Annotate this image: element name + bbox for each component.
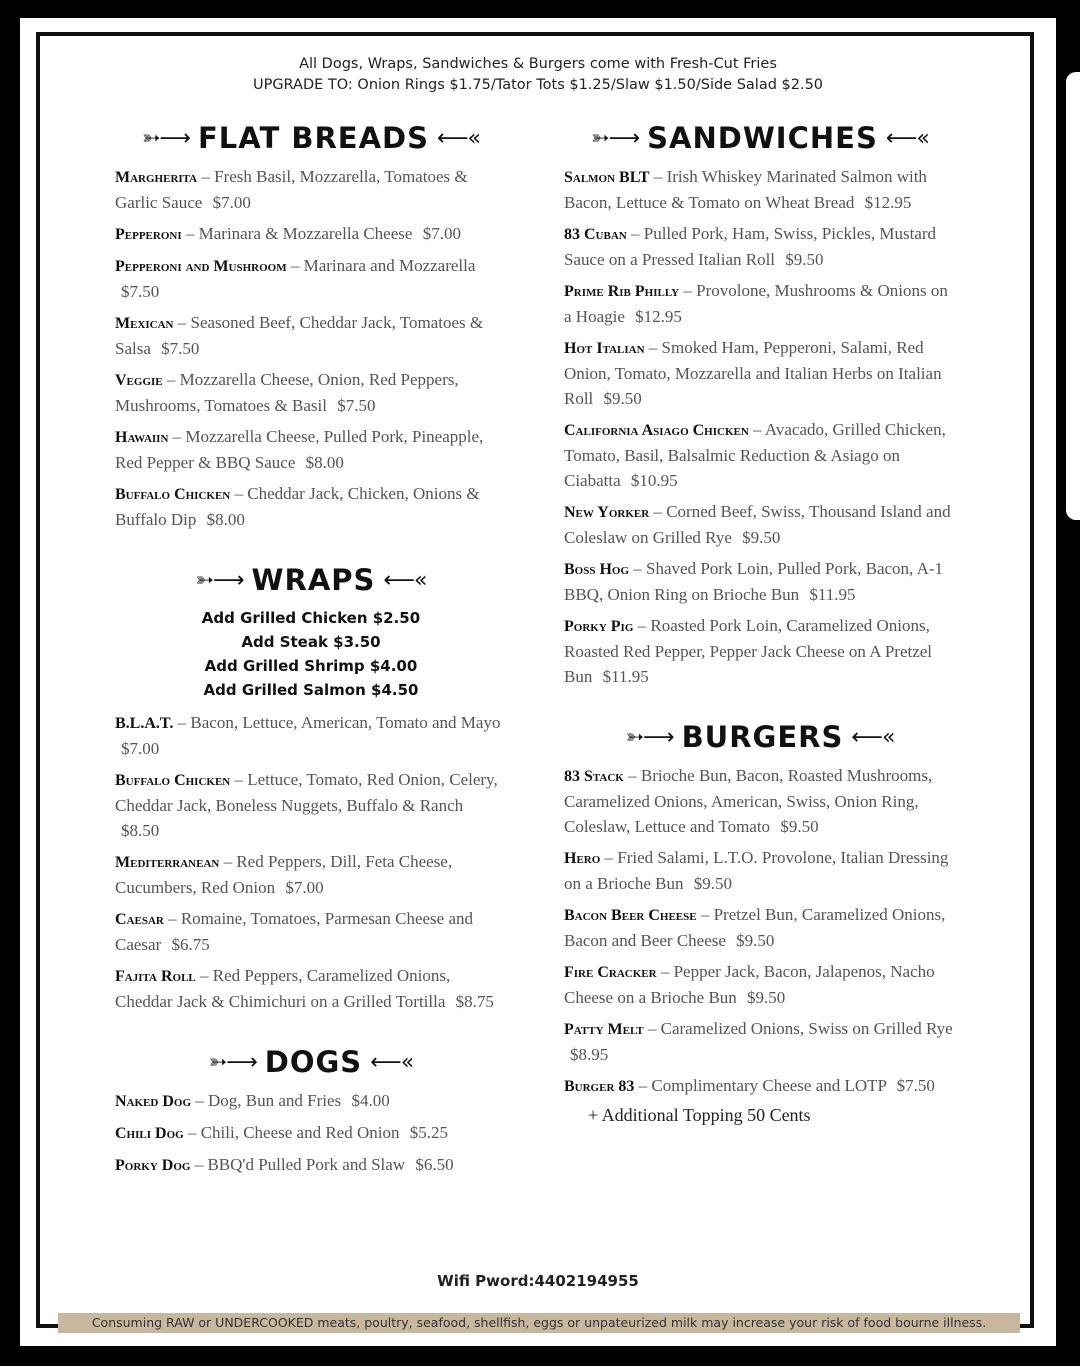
menu-item-name: Fajita Roll	[115, 968, 196, 985]
menu-item-price: $9.50	[736, 931, 775, 950]
menu-item-description: Fresh Basil, Mozzarella, Tomatoes & Garlic Sauce	[115, 167, 468, 212]
menu-item-name: Fire Cracker	[564, 964, 657, 981]
addon-item: Add Grilled Shrimp $4.00	[204, 657, 418, 675]
menu-item-description: Lettuce, Tomato, Red Onion, Celery, Cheddar Jack, Boneless Nuggets, Buffalo & Ranch	[115, 770, 498, 815]
addon-item: Add Steak $3.50	[241, 633, 381, 651]
menu-header	[20, 54, 1056, 96]
menu-item-name: Hot Italian	[564, 340, 645, 357]
arrow-left-icon: ⟵«	[885, 125, 929, 151]
menu-item-name: Veggie	[115, 372, 163, 389]
menu-item: New Yorker – Corned Beef, Swiss, Thousand Island and Coleslaw on Grilled Rye $9.50	[564, 502, 951, 547]
menu-item-price: $12.95	[864, 193, 912, 212]
menu-item-price: $7.50	[121, 282, 160, 301]
menu-item: Porky Pig – Roasted Pork Loin, Caramelized Onions, Roasted Red Pepper, Pepper Jack Cheese on A Pretzel Bun $11.95	[564, 616, 933, 686]
menu-item-description: Smoked Ham, Pepperoni, Salami, Red Onion, Tomato, Mozzarella and Italian Herbs on Italian Roll	[564, 338, 942, 408]
menu-item: Bacon Beer Cheese – Pretzel Bun, Caramelized Onions, Bacon and Beer Cheese $9.50	[564, 905, 946, 950]
menu-item-description: Red Peppers, Dill, Feta Cheese, Cucumbers, Red Onion	[115, 852, 453, 897]
menu-item: Boss Hog – Shaved Pork Loin, Pulled Pork, Bacon, A-1 BBQ, Onion Ring on Brioche Bun $11.95	[564, 559, 944, 604]
menu-item-price: $6.50	[415, 1155, 454, 1174]
menu-item-name: Porky Dog	[115, 1157, 191, 1174]
menu-item-price: $8.50	[121, 821, 160, 840]
menu-item-price: $8.75	[455, 992, 494, 1011]
section-dogs-title: ➳⟶ DOGS ⟵«	[208, 1045, 414, 1079]
menu-item-description: Seasoned Beef, Cheddar Jack, Tomatoes & Salsa	[115, 313, 484, 358]
menu-item-price: $8.00	[305, 453, 344, 472]
menu-item-name: Bacon Beer Cheese	[564, 907, 697, 924]
side-tab	[1066, 72, 1080, 520]
menu-item: Pepperoni and Mushroom – Marinara and Mozzarella $7.50	[115, 256, 476, 301]
menu-item: 83 Stack – Brioche Bun, Bacon, Roasted Mushrooms, Caramelized Onions, American, Swiss, Onion Ring, Coleslaw, Lettuce and Tomato $9.50	[564, 766, 933, 836]
menu-item-description: Red Peppers, Caramelized Onions, Cheddar Jack & Chimichuri on a Grilled Tortilla	[115, 966, 451, 1011]
menu-item-name: New Yorker	[564, 504, 650, 521]
menu-item: Buffalo Chicken – Lettuce, Tomato, Red Onion, Celery, Cheddar Jack, Boneless Nuggets, Buffalo & Ranch $8.50	[115, 770, 498, 840]
menu-item-price: $5.25	[409, 1123, 448, 1142]
menu-item-price: $10.95	[630, 471, 678, 490]
upgrade-note: UPGRADE TO: Onion Rings $1.75/Tator Tots $1.25/Slaw $1.50/Side Salad $2.50	[252, 77, 824, 93]
menu-item-name: Chili Dog	[115, 1125, 184, 1142]
menu-item-name: Margherita	[115, 169, 198, 186]
menu-item: Hero – Fried Salami, L.T.O. Provolone, Italian Dressing on a Brioche Bun $9.50	[564, 848, 949, 893]
menu-item-name: 83 Stack	[564, 768, 624, 785]
arrow-right-icon: ➳⟶	[142, 125, 190, 151]
menu-item: California Asiago Chicken – Avacado, Grilled Chicken, Tomato, Basil, Balsalmic Reduction & Asiago on Ciabatta $10.95	[564, 420, 946, 490]
menu-item-name: Prime Rib Philly	[564, 283, 680, 300]
menu-item-description: Bacon, Lettuce, American, Tomato and Mayo	[190, 713, 501, 732]
menu-item-description: Complimentary Cheese and LOTP	[651, 1076, 887, 1095]
menu-item-description: Mozzarella Cheese, Onion, Red Peppers, Mushrooms, Tomatoes & Basil	[115, 370, 459, 415]
arrow-left-icon: ⟵«	[370, 1049, 414, 1075]
menu-item-name: Mexican	[115, 315, 174, 332]
menu-item-price: $6.75	[171, 935, 210, 954]
menu-item: Porky Dog – BBQ'd Pulled Pork and Slaw $6.50	[115, 1155, 454, 1174]
wrap-addons	[115, 606, 507, 702]
section-burgers-title: ➳⟶ BURGERS ⟵«	[625, 720, 895, 754]
menu-item-price: $11.95	[809, 585, 856, 604]
menu-item-price: $7.00	[212, 193, 251, 212]
left-column	[115, 118, 507, 1184]
additional-topping-note: + Additional Topping 50 Cents	[588, 1105, 811, 1125]
menu-item-description: Pulled Pork, Ham, Swiss, Pickles, Mustard Sauce on a Pressed Italian Roll	[564, 224, 937, 269]
menu-item-name: Pepperoni and Mushroom	[115, 258, 287, 275]
menu-item-description: Provolone, Mushrooms & Onions on a Hoagie	[564, 281, 948, 326]
menu-item: Prime Rib Philly – Provolone, Mushrooms & Onions on a Hoagie $12.95	[564, 281, 948, 326]
menu-item-description: Brioche Bun, Bacon, Roasted Mushrooms, Caramelized Onions, American, Swiss, Onion Ring, Coleslaw, Lettuce and Tomato	[564, 766, 933, 836]
menu-item-description: Shaved Pork Loin, Pulled Pork, Bacon, A-1 BBQ, Onion Ring on Brioche Bun	[564, 559, 944, 604]
menu-item-name: Salmon BLT	[564, 169, 650, 186]
section-sandwiches-title: ➳⟶ SANDWICHES ⟵«	[591, 121, 929, 155]
flatbreads-list	[115, 164, 507, 532]
arrow-right-icon: ➳⟶	[591, 125, 640, 151]
menu-item: Mediterranean – Red Peppers, Dill, Feta Cheese, Cucumbers, Red Onion $7.00	[115, 852, 453, 897]
menu-item-price: $9.50	[742, 528, 781, 547]
menu-item: Chili Dog – Chili, Cheese and Red Onion $5.25	[115, 1123, 448, 1142]
wifi-password: Wifi Pword:4402194955	[437, 1272, 639, 1290]
menu-item: Burger 83 – Complimentary Cheese and LOTP $7.50	[564, 1076, 935, 1095]
menu-item-description: Marinara & Mozzarella Cheese	[198, 224, 413, 243]
menu-item-price: $7.50	[161, 339, 200, 358]
menu-item: Caesar – Romaine, Tomatoes, Parmesan Cheese and Caesar $6.75	[115, 909, 473, 954]
arrow-right-icon: ➳⟶	[195, 567, 244, 593]
right-column	[564, 118, 956, 1126]
menu-item-name: California Asiago Chicken	[564, 422, 749, 439]
menu-item: B.L.A.T. – Bacon, Lettuce, American, Tomato and Mayo $7.00	[115, 713, 501, 758]
menu-item: Margherita – Fresh Basil, Mozzarella, Tomatoes & Garlic Sauce $7.00	[115, 167, 468, 212]
menu-item-price: $9.50	[785, 250, 824, 269]
menu-item-price: $7.00	[285, 878, 324, 897]
fries-note: All Dogs, Wraps, Sandwiches & Burgers come with Fresh-Cut Fries	[299, 56, 777, 72]
arrow-right-icon: ➳⟶	[208, 1049, 257, 1075]
menu-item: Naked Dog – Dog, Bun and Fries $4.00	[115, 1091, 390, 1110]
menu-item-price: $8.00	[206, 510, 245, 529]
menu-item: Fajita Roll – Red Peppers, Caramelized Onions, Cheddar Jack & Chimichuri on a Grilled Tortilla $8.75	[115, 966, 494, 1011]
menu-item-name: Buffalo Chicken	[115, 486, 231, 503]
menu-item-price: $7.00	[422, 224, 461, 243]
burgers-list	[564, 763, 956, 1099]
menu-item-price: $8.95	[570, 1045, 609, 1064]
menu-item-price: $9.50	[693, 874, 732, 893]
menu-item: Veggie – Mozzarella Cheese, Onion, Red Peppers, Mushrooms, Tomatoes & Basil $7.50	[115, 370, 459, 415]
menu-item-name: B.L.A.T.	[115, 715, 174, 732]
addon-item: Add Grilled Chicken $2.50	[201, 609, 421, 627]
menu-item-description: Roasted Pork Loin, Caramelized Onions, Roasted Red Pepper, Pepper Jack Cheese on A Pretzel Bun	[564, 616, 933, 686]
menu-item-name: 83 Cuban	[564, 226, 627, 243]
menu-item-name: Burger 83	[564, 1078, 635, 1095]
health-warning: Consuming RAW or UNDERCOOKED meats, poultry, seafood, shellfish, eggs or unpateurized milk may increase your risk of food bourne illness.	[58, 1313, 1020, 1333]
menu-item-name: Porky Pig	[564, 618, 634, 635]
menu-item-name: Caesar	[115, 911, 164, 928]
menu-item-description: Corned Beef, Swiss, Thousand Island and Coleslaw on Grilled Rye	[564, 502, 951, 547]
menu-item: Mexican – Seasoned Beef, Cheddar Jack, Tomatoes & Salsa $7.50	[115, 313, 484, 358]
menu-item-description: Chili, Cheese and Red Onion	[200, 1123, 400, 1142]
menu-item-description: Irish Whiskey Marinated Salmon with Bacon, Lettuce & Tomato on Wheat Bread	[564, 167, 927, 212]
menu-item-description: Marinara and Mozzarella	[303, 256, 476, 275]
menu-item-description: Dog, Bun and Fries	[208, 1091, 342, 1110]
menu-item-name: Boss Hog	[564, 561, 630, 578]
menu-item-description: Mozzarella Cheese, Pulled Pork, Pineapple, Red Pepper & BBQ Sauce	[115, 427, 484, 472]
menu-item-price: $7.00	[121, 739, 160, 758]
dogs-list	[115, 1088, 507, 1178]
menu-item-name: Patty Melt	[564, 1021, 644, 1038]
menu-item-description: BBQ'd Pulled Pork and Slaw	[207, 1155, 406, 1174]
menu-item-name: Pepperoni	[115, 226, 182, 243]
menu-item-name: Hero	[564, 850, 601, 867]
menu-item: Pepperoni – Marinara & Mozzarella Cheese $7.00	[115, 224, 461, 243]
addon-item: Add Grilled Salmon $4.50	[203, 681, 419, 699]
menu-item-price: $7.50	[337, 396, 376, 415]
menu-item: Fire Cracker – Pepper Jack, Bacon, Jalapenos, Nacho Cheese on a Brioche Bun $9.50	[564, 962, 935, 1007]
menu-item-description: Pretzel Bun, Caramelized Onions, Bacon and Beer Cheese	[564, 905, 946, 950]
menu-item-description: Pepper Jack, Bacon, Jalapenos, Nacho Cheese on a Brioche Bun	[564, 962, 935, 1007]
menu-item-price: $7.50	[896, 1076, 935, 1095]
menu-item: Hawaiin – Mozzarella Cheese, Pulled Pork, Pineapple, Red Pepper & BBQ Sauce $8.00	[115, 427, 484, 472]
menu-item-description: Fried Salami, L.T.O. Provolone, Italian Dressing on a Brioche Bun	[564, 848, 949, 893]
sandwiches-list	[564, 164, 956, 689]
section-flatbreads-title: ➳⟶ FLAT BREADS ⟵«	[142, 121, 480, 155]
menu-item-name: Hawaiin	[115, 429, 169, 446]
menu-item-description: Caramelized Onions, Swiss on Grilled Rye	[660, 1019, 953, 1038]
arrow-left-icon: ⟵«	[851, 724, 895, 750]
menu-item-price: $9.50	[747, 988, 786, 1007]
menu-item: Salmon BLT – Irish Whiskey Marinated Salmon with Bacon, Lettuce & Tomato on Wheat Bread $12.95	[564, 167, 927, 212]
menu-item-price: $12.95	[635, 307, 682, 326]
menu-item-name: Buffalo Chicken	[115, 772, 231, 789]
arrow-left-icon: ⟵«	[437, 125, 480, 151]
menu-item: Patty Melt – Caramelized Onions, Swiss on Grilled Rye $8.95	[564, 1019, 953, 1064]
menu-item-name: Naked Dog	[115, 1093, 192, 1110]
menu-item-name: Mediterranean	[115, 854, 220, 871]
wraps-list	[115, 710, 507, 1014]
menu-item-price: $4.00	[351, 1091, 390, 1110]
menu-item-price: $9.50	[780, 817, 819, 836]
arrow-right-icon: ➳⟶	[625, 724, 674, 750]
arrow-left-icon: ⟵«	[383, 567, 427, 593]
menu-item: Hot Italian – Smoked Ham, Pepperoni, Salami, Red Onion, Tomato, Mozzarella and Italian Herbs on Italian Roll $9.50	[564, 338, 942, 408]
menu-item-description: Avacado, Grilled Chicken, Tomato, Basil, Balsalmic Reduction & Asiago on Ciabatta	[564, 420, 946, 490]
menu-item-price: $11.95	[602, 667, 649, 686]
menu-sheet	[20, 18, 1056, 1346]
menu-item-description: Romaine, Tomatoes, Parmesan Cheese and Caesar	[115, 909, 473, 954]
menu-item-price: $9.50	[603, 389, 642, 408]
section-wraps-title: ➳⟶ WRAPS ⟵«	[195, 563, 427, 597]
menu-item: Buffalo Chicken – Cheddar Jack, Chicken, Onions & Buffalo Dip $8.00	[115, 484, 480, 529]
menu-item-description: Cheddar Jack, Chicken, Onions & Buffalo Dip	[115, 484, 480, 529]
menu-item: 83 Cuban – Pulled Pork, Ham, Swiss, Pickles, Mustard Sauce on a Pressed Italian Roll $9.50	[564, 224, 937, 269]
